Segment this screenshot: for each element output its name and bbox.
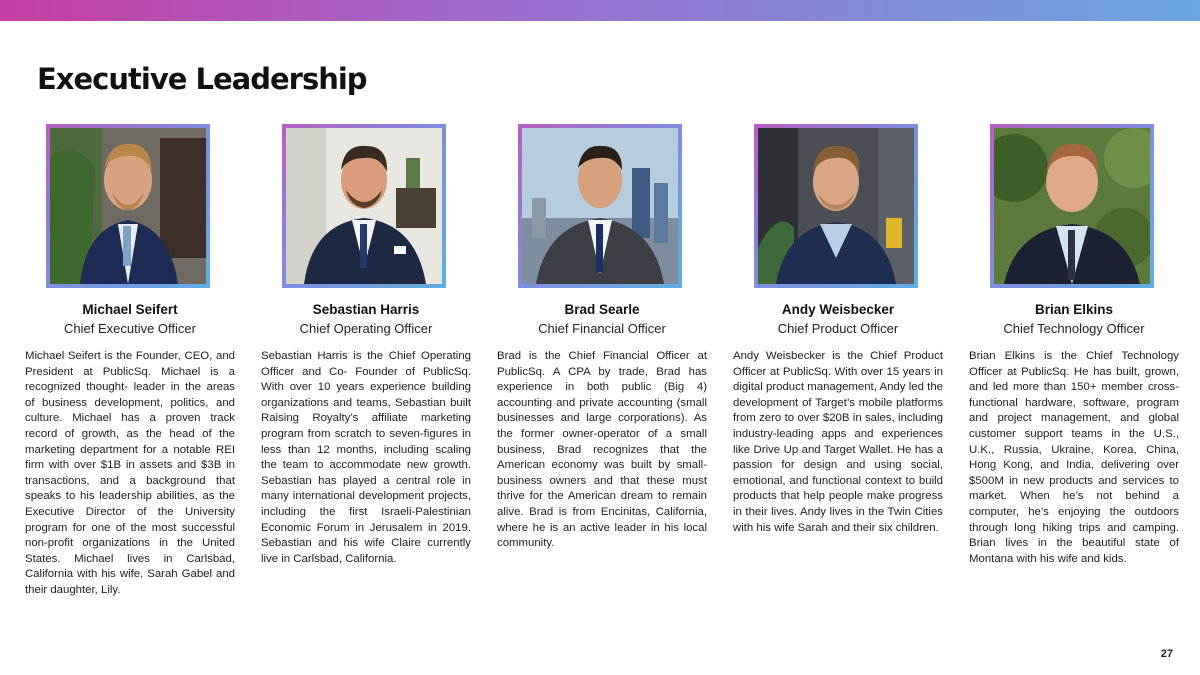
executive-role: Chief Product Officer	[777, 321, 899, 336]
portrait-frame	[282, 124, 446, 288]
portrait-frame	[754, 124, 918, 288]
executive-name: Brad Searle	[564, 302, 640, 317]
page-number: 27	[1160, 648, 1173, 660]
executive-role: Chief Technology Officer	[1003, 321, 1145, 336]
executive-bio: Michael Seifert is the Founder, CEO, and President at PublicSq. Michael is a recognized thought- leader in the areas of business development, politics, and culture. Michael has a proven track record of growth, as the head of the marketing department for a notable REI firm with over $1B in assets and $3B in transactions, and a background that speaks to his leadership abilities, as the Executive Director of the University program for one of the most successful non-profit organizations in the United States. Michael lives in Carlsbad, California with his wife, Sarah Gabel and their daughter, Lily.	[25, 350, 235, 596]
executive-bio: Brad is the Chief Financial Officer at PublicSq. A CPA by trade, Brad has experience in both public (Big 4) accounting and private accounting (small businesses and large corporations). As the former owner-operator of a small business, Brad recognizes that the American economy was built by small-business owners and that these must thrive for the American dream to remain alive. Brad is from Encinitas, California, where he is an active leader in his local community.	[497, 350, 707, 550]
executive-bio: Brian Elkins is the Chief Technology Officer at PublicSq. He has built, grown, and led more than 150+ member cross-functional hardware, software, program and project management, and global customer support teams in the U.S., U.K., Russia, Ukraine, Korea, China, Hong Kong, and India, delivering over $500M in new products and services to market. When he’s not behind a computer, he’s enjoying the outdoors through long hiking trips and camping. Brian lives in the beautiful state of Montana with his wife and kids.	[969, 350, 1179, 565]
portrait-frame	[518, 124, 682, 288]
executive-role: Chief Executive Officer	[64, 321, 196, 336]
portrait-photo	[286, 128, 442, 284]
executive-role: Chief Financial Officer	[538, 321, 666, 336]
portrait-photo	[522, 128, 678, 284]
executive-bio: Andy Weisbecker is the Chief Product Officer at PublicSq. With over 15 years in digital product management, Andy led the development of Target’s mobile platforms from zero to over $20B in sales, including industry-leading apps and experiences like Drive Up and Target Wallet. He has a passion for design and using social, emotional, and functional context to build products that help people make progress in their lives. Andy lives in the Twin Cities with his wife Sarah and their six children.	[733, 350, 943, 534]
executive-card-andy-weisbecker	[733, 124, 943, 536]
portrait-frame	[46, 124, 210, 288]
executive-card-sebastian-harris	[261, 124, 471, 567]
executive-card-michael-seifert	[25, 124, 235, 599]
portrait-photo	[758, 128, 914, 284]
executive-card-brad-searle	[497, 124, 707, 552]
portrait-photo	[50, 128, 206, 284]
executive-bio: Sebastian Harris is the Chief Operating Officer and Co- Founder of PublicSq. With over 10 years experience building organizations and teams, Sebastian built Raising Royalty’s affiliate marketing program from scratch to seven-figures in less than 12 months, including scaling the team to accommodate new growth. Sebastian has played a central role in many international development projects, including the first Israeli-Palestinian Economic Forum in Jerusalem in 2019. Sebastian and his wife Claire currently live in Carlsbad, California.	[261, 350, 471, 565]
portrait-frame	[990, 124, 1154, 288]
executive-name: Brian Elkins	[1034, 302, 1114, 317]
page-title: Executive Leadership	[37, 62, 367, 96]
executive-name: Andy Weisbecker	[781, 302, 895, 317]
executive-role: Chief Operating Officer	[299, 321, 433, 336]
executive-name: Sebastian Harris	[312, 302, 420, 317]
top-gradient-bar	[0, 0, 1200, 21]
executive-name: Michael Seifert	[82, 302, 178, 317]
portrait-photo	[994, 128, 1150, 284]
executive-card-brian-elkins	[969, 124, 1179, 567]
